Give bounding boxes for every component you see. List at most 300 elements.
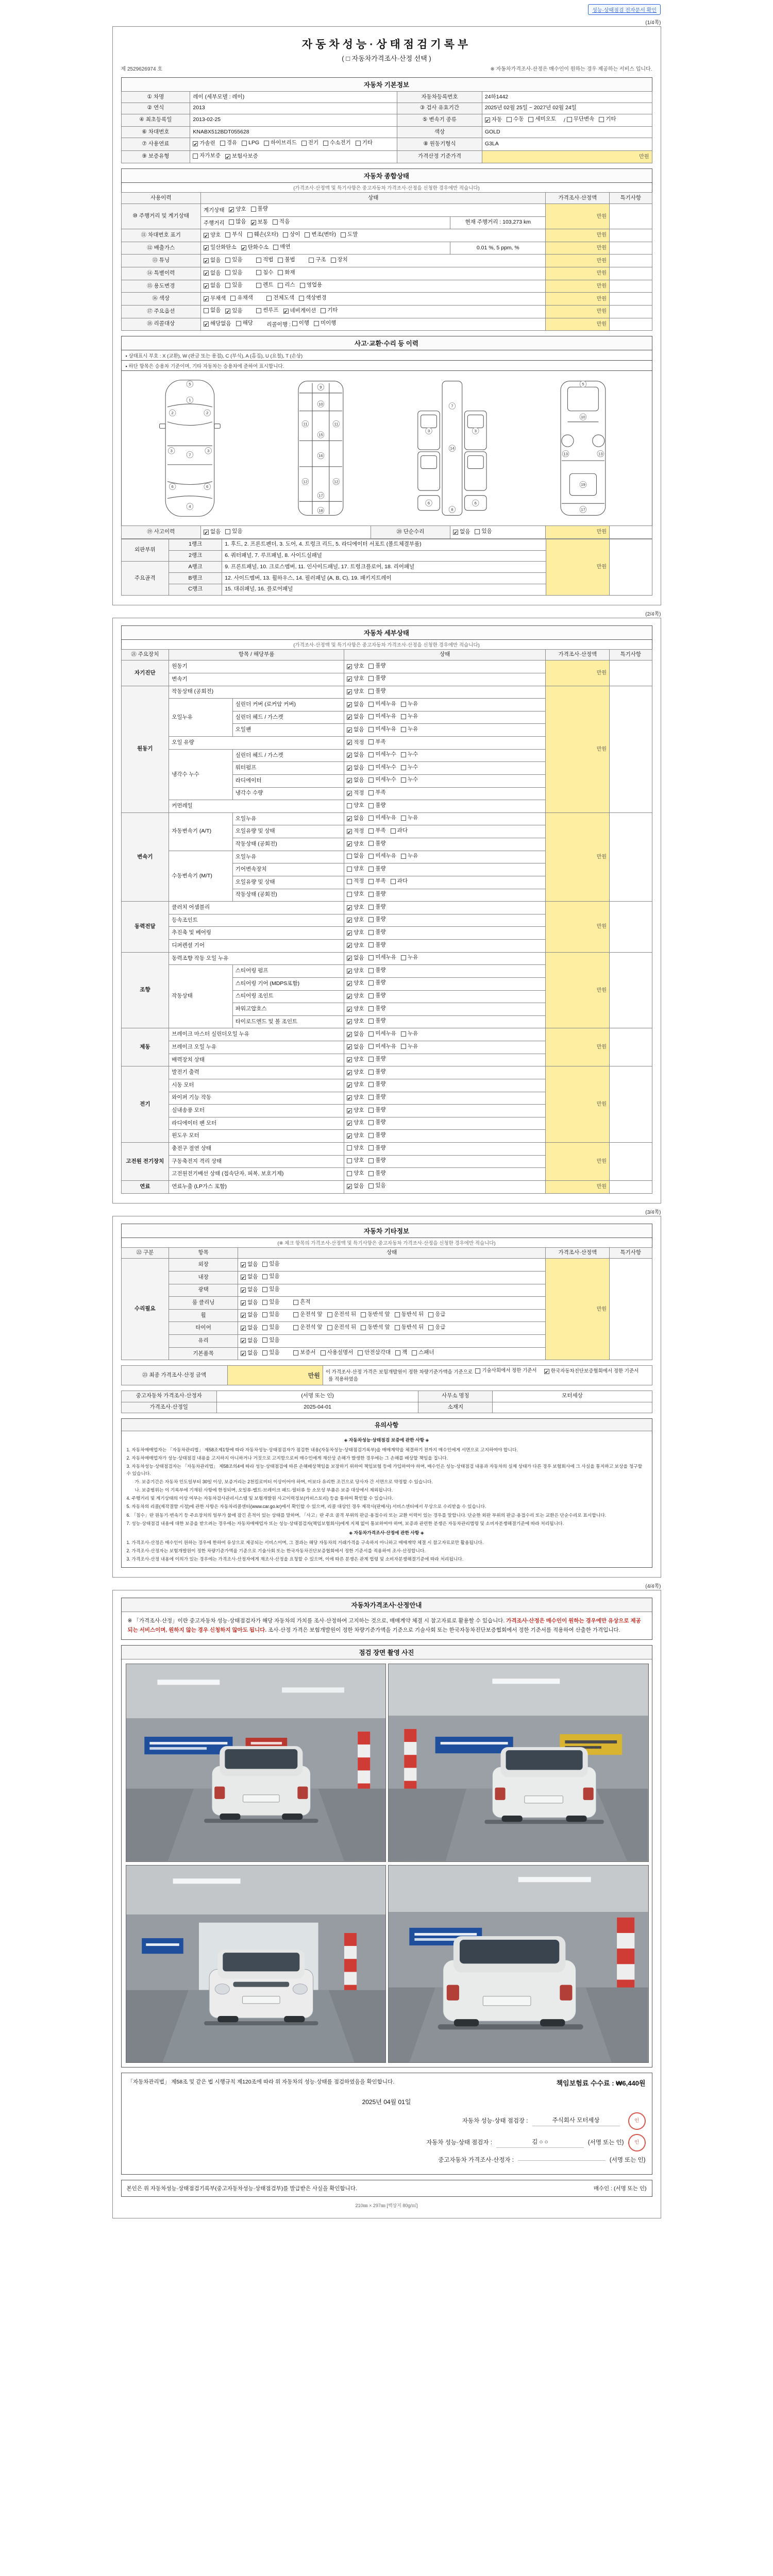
checkbox-적정[interactable]: [347, 877, 364, 886]
checkbox-양호[interactable]: [347, 688, 364, 696]
value-cell: [610, 902, 652, 953]
checkbox-label: 없음: [354, 1183, 364, 1190]
checkbox-침수[interactable]: [256, 269, 273, 277]
checkbox-없음[interactable]: [204, 282, 221, 290]
checkbox-미세누수[interactable]: [368, 764, 396, 772]
checkbox-동반석 뒤[interactable]: [395, 1324, 424, 1332]
checkbox-불량[interactable]: [368, 1106, 385, 1114]
checkbox-box: [293, 1350, 298, 1355]
checkbox-양호[interactable]: [347, 992, 364, 1001]
checkbox-불법[interactable]: [278, 256, 295, 264]
checkbox-없음[interactable]: [241, 1349, 258, 1358]
checkbox-변조(변타)[interactable]: [305, 231, 336, 239]
checkbox-네비게이션[interactable]: [283, 307, 316, 315]
checkbox-부족[interactable]: [368, 877, 385, 886]
checkbox-label: 있음: [269, 1298, 280, 1305]
checkbox-색상변경[interactable]: [299, 294, 327, 302]
checkbox-있음[interactable]: [262, 1260, 279, 1268]
official-seal: 인: [627, 2111, 646, 2131]
checkbox-미세누유[interactable]: [368, 1043, 396, 1051]
checkbox-기타[interactable]: [599, 115, 616, 124]
checkbox-전체도색[interactable]: [266, 294, 294, 302]
checkbox-불량[interactable]: [368, 802, 385, 810]
checkbox-있음[interactable]: [262, 1349, 279, 1357]
checkbox-없음[interactable]: [241, 1286, 258, 1294]
checkbox-label: 불량: [375, 675, 386, 682]
checkbox-box: [300, 283, 305, 288]
checkbox-무채색[interactable]: [204, 295, 226, 303]
checkbox-부족[interactable]: [368, 827, 385, 835]
checkbox-응급[interactable]: [428, 1324, 445, 1332]
checkbox-해당[interactable]: [236, 319, 253, 328]
checkbox-불량[interactable]: [368, 1118, 385, 1127]
signature-suffix: (서명 또는 인): [587, 2139, 624, 2146]
checkbox-자동[interactable]: [485, 116, 502, 124]
checkbox-많음[interactable]: [229, 218, 246, 226]
value-cell: 원동기: [169, 660, 344, 673]
checkbox-양호[interactable]: [204, 231, 221, 240]
checkbox-없음[interactable]: [347, 701, 364, 709]
checkbox-label: 누유: [407, 713, 418, 720]
value-cell: 이 가격조사·산정 가격은 보험개발원이 정한 차량기준가액을 기준으로 기술사회에서 정한 기준서 ✔ 한국자동차진단보증협회에서 정한 기준서 를 적용하였음: [323, 1366, 652, 1385]
checkbox-box: [401, 1031, 406, 1037]
appraisal-guide-body: [122, 1612, 652, 1639]
checkbox-기타[interactable]: [321, 307, 338, 315]
checkbox-불량[interactable]: [368, 865, 385, 873]
checkbox-수동[interactable]: [507, 115, 524, 124]
checkbox-미세누유[interactable]: [368, 725, 396, 734]
checkbox-양호[interactable]: [347, 675, 364, 683]
notice-body: [122, 1431, 652, 1567]
label-cell: ㉑ 주요장치: [121, 649, 169, 660]
checkbox-label: 적법: [263, 256, 274, 263]
checkbox-유채색[interactable]: [230, 294, 253, 302]
checkbox-누유[interactable]: [401, 954, 418, 962]
checkbox-label: 없음: [354, 815, 364, 822]
checkbox-양호[interactable]: [347, 916, 364, 924]
checkbox-장치[interactable]: [331, 256, 348, 264]
checkbox-LPG[interactable]: [242, 139, 259, 147]
checkbox-label: 침수: [263, 269, 274, 276]
notice-paragraph: 2. 가격조사·산정자는 보험개발원이 정한 차량기준가액을 기준으로 기술사회 또는 한국자동차진단보증협회에서 정한 기준서를 적용하여 조사·산정합니다.: [126, 1548, 426, 1553]
checkbox-불량[interactable]: [368, 1055, 385, 1063]
checkbox-box: ✔: [453, 530, 458, 535]
checkbox-없음[interactable]: [347, 815, 364, 823]
checkbox-box: [368, 917, 374, 922]
checkbox-있음[interactable]: [262, 1311, 279, 1319]
checkbox-부족[interactable]: [368, 789, 385, 797]
checkbox-불량[interactable]: [368, 928, 385, 937]
checkbox-없음[interactable]: [241, 1299, 258, 1307]
checkbox-label: 양호: [354, 917, 364, 923]
checkbox-양호[interactable]: [347, 1157, 364, 1165]
checkbox-label: 있음: [232, 256, 243, 263]
checkbox-누유[interactable]: [401, 1043, 418, 1051]
electronic-document-link[interactable]: 성능·상태점검 전자문서 확인: [588, 4, 661, 15]
checkbox-불량[interactable]: [368, 1068, 385, 1076]
table-row: [121, 103, 652, 114]
checkbox-적정[interactable]: [347, 789, 364, 798]
checkbox-없음[interactable]: [204, 257, 221, 265]
checkbox-하이브리드[interactable]: [264, 139, 297, 147]
checkbox-box: [301, 141, 307, 146]
checkbox-양호[interactable]: [347, 865, 364, 873]
checkbox-누수[interactable]: [401, 764, 418, 772]
checkbox-수소전기[interactable]: [323, 139, 351, 147]
etc-info-table: [121, 1247, 652, 1361]
checkbox-불량[interactable]: [368, 992, 385, 1000]
checkbox-양호[interactable]: [347, 890, 364, 899]
label-cell: 룸 클리닝: [169, 1297, 238, 1310]
checkbox-응급[interactable]: [428, 1311, 445, 1319]
svg-text:2: 2: [171, 411, 174, 416]
checkbox-box: ✔: [347, 727, 351, 733]
checkbox-적정[interactable]: [347, 827, 364, 836]
checkbox-적정[interactable]: [347, 739, 364, 747]
checkbox-box: ✔: [347, 677, 351, 683]
signature-box: [121, 2073, 652, 2175]
checkbox-미세누수[interactable]: [368, 751, 396, 759]
checkbox-썬루프[interactable]: [256, 307, 278, 315]
label-cell: 2랭크: [169, 550, 222, 562]
checkbox-불량[interactable]: [368, 941, 385, 950]
checkbox-box: [401, 702, 406, 707]
checkbox-있음[interactable]: [262, 1273, 279, 1281]
value-cell: [201, 526, 371, 539]
notice-paragraph: 3. 자동차성능·상태점검자는 「자동차관리법」 제58조의4에 따라 성능·상태점검에 따른 손해배상책임을 보장하기 위하여 책임보험 등에 가입하여야 하며, 매수인은 성능·상태점검 내용과 자동차의 실제 상태가 다른 경우 보험회사에 그 사실을 통지하고 보상을 청구할 수 있습니다.: [126, 1464, 643, 1476]
checkbox-미이행[interactable]: [314, 319, 336, 328]
checkbox-없음[interactable]: [204, 528, 221, 536]
checkbox-box: [401, 765, 406, 770]
label-cell: 상태: [238, 1247, 546, 1259]
checkbox-없음[interactable]: [347, 776, 364, 785]
checkbox-렌트[interactable]: [256, 281, 273, 290]
doc-subnote: ※ 자동차가격조사·산정은 매수인이 원하는 경우 제공하는 서비스 입니다.: [490, 66, 652, 72]
checkbox-과다[interactable]: [391, 877, 408, 886]
checkbox-미세누유[interactable]: [368, 700, 396, 708]
checkbox-없음[interactable]: [241, 1324, 258, 1332]
checkbox-없음[interactable]: [241, 1311, 258, 1319]
checkbox-없음[interactable]: [347, 713, 364, 721]
checkbox-일산화탄소[interactable]: [204, 244, 237, 252]
checkbox-label: 불량: [375, 802, 386, 808]
checkbox-과다[interactable]: [391, 827, 408, 835]
checkbox-보증서[interactable]: [293, 1349, 315, 1357]
table-row: [121, 267, 652, 280]
checkbox-있음[interactable]: [475, 528, 492, 536]
checkbox-가솔린[interactable]: [193, 140, 215, 148]
value-cell: [238, 1322, 546, 1335]
appraisal-guide-box: [121, 1598, 652, 1640]
value-cell: [344, 699, 546, 711]
checkbox-box: [361, 1325, 366, 1330]
checkbox-동반석 뒤[interactable]: [395, 1311, 424, 1319]
doc-number: 제 2529626974 호: [121, 66, 162, 72]
checkbox-미세누유[interactable]: [368, 713, 396, 721]
group-label-cell: 고전원 전기장치: [121, 1143, 169, 1181]
checkbox-있음[interactable]: [225, 256, 242, 264]
checkbox-없음[interactable]: [453, 528, 470, 536]
signature-label: 중고자동차 가격조사·산정자 :: [438, 2157, 514, 2164]
value-cell: [344, 812, 546, 825]
checkbox-불량[interactable]: [368, 662, 385, 670]
checkbox-누수[interactable]: [401, 751, 418, 759]
checkbox-label: 양호: [354, 663, 364, 669]
checkbox-양호[interactable]: [347, 840, 364, 849]
checkbox-label: 없음: [354, 764, 364, 771]
checkbox-경유[interactable]: [220, 139, 237, 147]
checkbox-동반석 앞[interactable]: [361, 1311, 390, 1319]
checkbox-label: 누수: [407, 776, 418, 783]
checkbox-누유[interactable]: [401, 713, 418, 721]
checkbox-있음[interactable]: [262, 1336, 279, 1345]
checkbox-보통[interactable]: [251, 218, 268, 227]
checkbox-양호[interactable]: [347, 1094, 364, 1102]
checkbox-불량[interactable]: [368, 1080, 385, 1089]
value-cell: [610, 293, 652, 306]
checkbox-있음[interactable]: [225, 307, 242, 315]
label-cell: C랭크: [169, 584, 222, 595]
checkbox-label: 양호: [354, 1094, 364, 1100]
checkbox-box: [225, 258, 230, 263]
checkbox-있음[interactable]: [225, 528, 242, 536]
checkbox-적법[interactable]: [256, 256, 273, 264]
checkbox-없음[interactable]: [241, 1273, 258, 1281]
checkbox-불량[interactable]: [368, 840, 385, 848]
checkbox-없음[interactable]: [204, 307, 221, 315]
checkbox-무단변속[interactable]: [567, 115, 595, 124]
checkbox-부식[interactable]: [225, 231, 242, 239]
checkbox-해당없음[interactable]: [204, 320, 231, 328]
checkbox-box: ✔: [485, 117, 490, 123]
checkbox-있음[interactable]: [225, 281, 242, 290]
checkbox-불량[interactable]: [368, 1170, 385, 1178]
checkbox-양호[interactable]: [347, 1081, 364, 1089]
checkbox-없음[interactable]: [347, 751, 364, 759]
checkbox-양호[interactable]: [347, 1144, 364, 1153]
checkbox-없음[interactable]: [347, 852, 364, 860]
value-cell: 6. 쿼터패널, 7. 루프패널, 8. 사이드실패널: [222, 550, 546, 562]
checkbox-불량[interactable]: [368, 1017, 385, 1025]
checkbox-없음[interactable]: [347, 1182, 364, 1191]
checkbox-미세누유[interactable]: [368, 1030, 396, 1038]
checkbox-미세누수[interactable]: [368, 776, 396, 784]
checkbox-양호[interactable]: [347, 1170, 364, 1178]
checkbox-label: 불량: [375, 891, 386, 897]
checkbox-label: 누수: [407, 764, 418, 770]
notice-paragraph: 2. 자동차매매업자가 성능·상태점검 내용을 고지하지 아니하거나 거짓으로 고지함으로써 매수인에게 재산상 손해가 발생한 경우에는 그 손해를 배상할 책임을 집니다.: [126, 1455, 448, 1461]
checkbox-없음[interactable]: [347, 1030, 364, 1039]
checkbox-불량[interactable]: [368, 1093, 385, 1101]
table-row: [121, 242, 652, 255]
checkbox-흔적[interactable]: [293, 1298, 310, 1307]
section-header-detail: 자동차 세부상태: [121, 625, 652, 639]
checkbox-양호[interactable]: [347, 1056, 364, 1064]
checkbox-훼손(오타)[interactable]: [247, 231, 279, 239]
checkbox-box: [412, 1350, 417, 1355]
checkbox-box: [273, 219, 278, 225]
signature-value: 김 ○ ○: [496, 2138, 584, 2148]
checkbox-불량[interactable]: [368, 1144, 385, 1153]
value-cell: [344, 1130, 546, 1143]
checkbox-불량[interactable]: [368, 674, 385, 683]
label-cell: B랭크: [169, 573, 222, 584]
checkbox-있음[interactable]: [262, 1285, 279, 1294]
table-row: [121, 686, 652, 699]
checkbox-사용설명서[interactable]: [321, 1349, 354, 1357]
checkbox-불량[interactable]: [368, 1157, 385, 1165]
signature-date: 2025년 04월 01일: [362, 2098, 411, 2106]
checkbox-없음[interactable]: [347, 954, 364, 962]
checkbox-매연[interactable]: [273, 243, 290, 251]
checkbox-label: 없음: [210, 257, 221, 263]
checkbox-label: 부족: [375, 878, 386, 885]
checkbox-기타[interactable]: [356, 139, 373, 147]
value-cell: 시동 모터: [169, 1079, 344, 1092]
checkbox-스패너[interactable]: [412, 1349, 434, 1357]
checkbox-누수[interactable]: [401, 776, 418, 784]
checkbox-있음[interactable]: [368, 1182, 385, 1190]
checkbox-양호[interactable]: [347, 1132, 364, 1140]
checkbox-불량[interactable]: [251, 205, 268, 213]
checkbox-불량[interactable]: [368, 1005, 385, 1013]
value-cell: 라디에이터: [232, 774, 344, 787]
checkbox-box: [309, 258, 314, 263]
checkbox-box: [368, 993, 374, 998]
checkbox-양호[interactable]: [347, 942, 364, 950]
page-marker-1: (1/4쪽): [645, 20, 661, 26]
checkbox-운전석 앞[interactable]: [293, 1311, 323, 1319]
checkbox-양호[interactable]: [347, 979, 364, 988]
checkbox-box: [428, 1312, 433, 1317]
checkbox-화재[interactable]: [278, 269, 295, 277]
label-cell: ⑱ 리콜대상: [121, 318, 201, 331]
checkbox-한국자동차진단보증협회에서 정한 기준서[interactable]: [544, 1368, 638, 1375]
checkbox-영업용[interactable]: [300, 281, 322, 290]
checkbox-있음[interactable]: [262, 1298, 279, 1307]
checkbox-box: ✔: [283, 309, 288, 315]
value-cell: 작동상태 (공회전): [232, 838, 344, 851]
checkbox-있음[interactable]: [225, 269, 242, 277]
checkbox-누유[interactable]: [401, 852, 418, 860]
checkbox-box: [273, 245, 278, 250]
checkbox-불량[interactable]: [368, 1131, 385, 1140]
signature-suffix: (서명 또는 인): [609, 2157, 646, 2164]
checkbox-양호[interactable]: [347, 904, 364, 912]
checkbox-양호[interactable]: [347, 1018, 364, 1026]
checkbox-불량[interactable]: [368, 979, 385, 987]
checkbox-box: [256, 258, 261, 263]
checkbox-탄화수소[interactable]: [241, 244, 269, 252]
checkbox-운전석 앞[interactable]: [293, 1324, 323, 1332]
checkbox-리스[interactable]: [278, 281, 295, 290]
signature-row: [128, 2112, 646, 2130]
checkbox-불량[interactable]: [368, 890, 385, 899]
checkbox-없음[interactable]: [347, 1043, 364, 1052]
checkbox-불량[interactable]: [368, 687, 385, 696]
checkbox-box: ✔: [241, 1313, 245, 1319]
checkbox-미세누유[interactable]: [368, 814, 396, 822]
value-cell: 브레이크 오일 누유: [169, 1041, 344, 1054]
checkbox-없음[interactable]: [241, 1261, 258, 1269]
checkbox-양호[interactable]: [347, 1107, 364, 1115]
checkbox-있음[interactable]: [262, 1324, 279, 1332]
checkbox-잭[interactable]: [395, 1349, 407, 1357]
checkbox-상이[interactable]: [283, 231, 300, 239]
checkbox-box: [395, 1312, 400, 1317]
checkbox-보험사보증[interactable]: [225, 152, 258, 161]
checkbox-이행[interactable]: [292, 319, 309, 328]
checkbox-누유[interactable]: [401, 700, 418, 708]
checkbox-양호[interactable]: [229, 206, 246, 214]
checkbox-전기[interactable]: [301, 139, 318, 147]
checkbox-구조[interactable]: [309, 256, 326, 264]
checkbox-label: 없음: [354, 726, 364, 733]
checkbox-동반석 앞[interactable]: [361, 1324, 390, 1332]
checkbox-누유[interactable]: [401, 1030, 418, 1038]
checkbox-불량[interactable]: [368, 916, 385, 924]
checkbox-도말[interactable]: [341, 231, 358, 239]
appraisal-amount-cell: 만원: [546, 318, 610, 331]
checkbox-양호[interactable]: [347, 967, 364, 975]
checkbox-불량[interactable]: [368, 967, 385, 975]
checkbox-label: 구조: [315, 256, 326, 263]
value-cell: [344, 952, 546, 965]
checkbox-누유[interactable]: [401, 814, 418, 822]
checkbox-label: 양호: [354, 1069, 364, 1075]
checkbox-안전삼각대[interactable]: [358, 1349, 391, 1357]
checkbox-미세누유[interactable]: [368, 852, 396, 860]
checkbox-없음[interactable]: [241, 1337, 258, 1345]
checkbox-box: [327, 1325, 332, 1330]
checkbox-불량[interactable]: [368, 903, 385, 911]
checkbox-없음[interactable]: [347, 726, 364, 734]
value-cell: 파워고압호스: [232, 1003, 344, 1016]
checkbox-양호[interactable]: [347, 1005, 364, 1013]
checkbox-미세누유[interactable]: [368, 954, 396, 962]
checkbox-세미오토[interactable]: [528, 115, 556, 124]
checkbox-양호[interactable]: [347, 1119, 364, 1127]
checkbox-없음[interactable]: [347, 764, 364, 772]
checkbox-없음[interactable]: [204, 269, 221, 278]
checkbox-label: 잭: [402, 1349, 408, 1356]
checkbox-label: 있음: [232, 282, 243, 289]
svg-text:17: 17: [581, 507, 585, 512]
value-cell: 고전원전기배선 상태 (접속단자, 피복, 보호기제): [169, 1168, 344, 1181]
checkbox-양호[interactable]: [347, 1069, 364, 1077]
checkbox-label: 없음: [210, 307, 221, 314]
label-cell: ⑥ 차대번호: [121, 127, 190, 138]
checkbox-label: 양호: [354, 967, 364, 974]
checkbox-양호[interactable]: [347, 929, 364, 937]
checkbox-적음[interactable]: [273, 218, 290, 226]
checkbox-운전석 뒤[interactable]: [327, 1324, 357, 1332]
checkbox-부족[interactable]: [368, 738, 385, 747]
checkbox-운전석 뒤[interactable]: [327, 1311, 357, 1319]
checkbox-양호[interactable]: [347, 663, 364, 671]
checkbox-box: [347, 854, 352, 859]
table-row: [121, 1366, 652, 1385]
label-cell: ⑮ 용도변경: [121, 280, 201, 293]
checkbox-box: [278, 258, 283, 263]
checkbox-기술사회에서 정한 기준서[interactable]: [475, 1367, 536, 1375]
checkbox-양호[interactable]: [347, 802, 364, 810]
checkbox-자가보증[interactable]: [193, 152, 221, 160]
checkbox-label: 양호: [354, 1157, 364, 1164]
checkbox-box: ✔: [347, 1032, 351, 1038]
checkbox-누유[interactable]: [401, 725, 418, 734]
label-cell: ㉒ 구분: [121, 1247, 169, 1259]
